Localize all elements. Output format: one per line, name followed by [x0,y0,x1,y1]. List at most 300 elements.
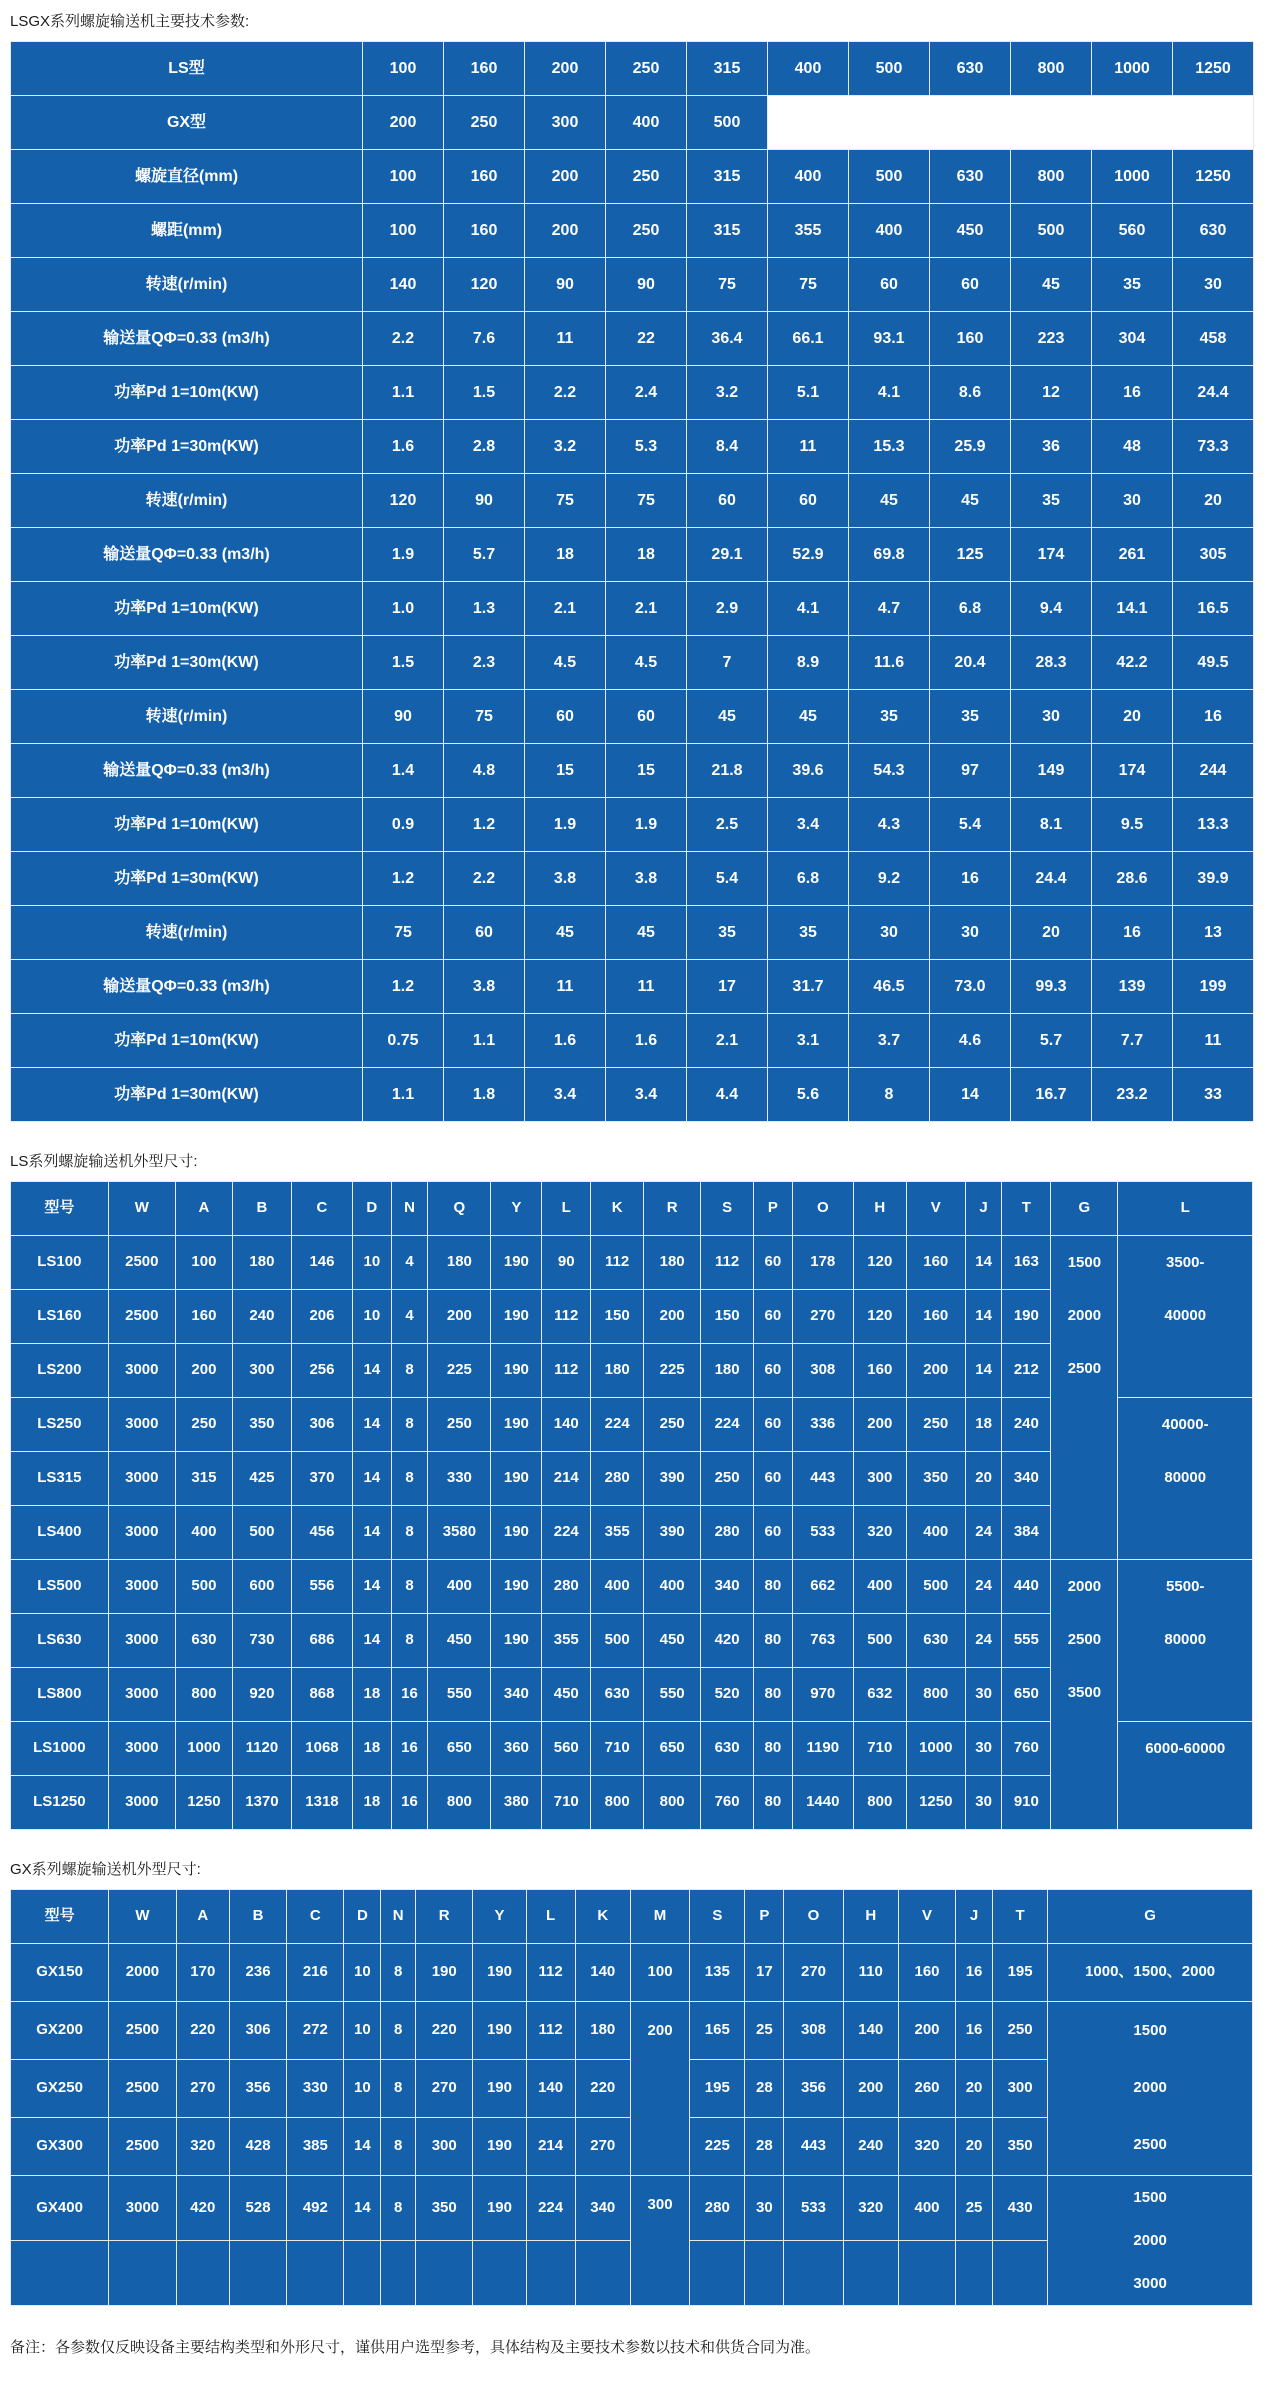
param-value-cell: 52.9 [768,528,849,582]
param-value-cell: 23.2 [1092,1068,1173,1122]
param-value-cell: 8.1 [1011,798,1092,852]
dim-value-cell: 190 [491,1452,542,1506]
dim-value-cell: 1250 [175,1776,232,1830]
param-value-cell: 2.1 [606,582,687,636]
dim-value-cell: 60 [754,1290,793,1344]
gx-dimensions-body [11,1944,1253,2306]
column-header: H [853,1182,906,1236]
gx-dimensions-title: GX系列螺旋输送机外型尺寸: [10,1861,201,1878]
dim-value-cell: 350 [906,1452,965,1506]
param-row-label: 转速(r/min) [11,258,363,312]
dim-value-cell: 170 [176,1944,229,2002]
column-header: Y [473,1890,526,1944]
param-value-cell: 1250 [1173,42,1254,96]
param-value-cell: 4.6 [930,1014,1011,1068]
dim-value-cell: 306 [229,2002,286,2060]
dim-value-cell [745,2241,784,2306]
dim-value-cell [690,2241,745,2306]
column-header: 型号 [11,1182,109,1236]
column-header: C [291,1182,352,1236]
dim-value-cell: 650 [428,1722,491,1776]
column-header: L [542,1182,591,1236]
dim-value-cell: 200 [898,2002,955,2060]
param-value-cell: 1.6 [606,1014,687,1068]
param-value-cell: 35 [687,906,768,960]
param-value-cell: 500 [687,96,768,150]
param-value-cell: 400 [768,42,849,96]
dim-value-cell: 8 [381,1944,416,2002]
ls-dimensions-title: LS系列螺旋输送机外型尺寸: [10,1153,198,1170]
dim-value-cell: 224 [591,1398,644,1452]
param-value-cell: 400 [849,204,930,258]
dim-value-cell: 190 [416,1944,473,2002]
dim-value-cell: 760 [701,1776,754,1830]
param-value-cell: 1.9 [525,798,606,852]
dim-value-cell: 8 [391,1398,428,1452]
param-value-cell: 15.3 [849,420,930,474]
dim-value-cell: 220 [416,2002,473,2060]
model-cell: GX200 [11,2002,109,2060]
param-value-cell: 49.5 [1173,636,1254,690]
ls-dimensions-table [10,1181,1253,1830]
param-value-cell: 5.4 [687,852,768,906]
g-range-cell: 1500 2000 2500 [1048,2002,1253,2176]
model-cell: LS800 [11,1668,109,1722]
dim-value-cell: 190 [491,1560,542,1614]
dim-value-cell: 190 [491,1236,542,1290]
dim-value-cell: 212 [1002,1344,1051,1398]
param-value-cell: 17 [687,960,768,1014]
dim-value-cell: 112 [542,1290,591,1344]
param-value-cell: 1.9 [363,528,444,582]
column-header: A [175,1182,232,1236]
dim-value-cell: 300 [992,2060,1047,2118]
dim-value-cell: 200 [175,1344,232,1398]
param-value-cell: 11 [768,420,849,474]
param-value-cell: 20 [1092,690,1173,744]
dim-value-cell: 370 [291,1452,352,1506]
dim-value-cell: 340 [701,1560,754,1614]
dim-value-cell: 10 [353,1236,392,1290]
dim-value-cell: 308 [784,2002,843,2060]
param-value-cell: 16.5 [1173,582,1254,636]
dim-value-cell: 1068 [291,1722,352,1776]
param-value-cell: 13 [1173,906,1254,960]
param-value-cell: 3.7 [849,1014,930,1068]
dim-value-cell: 662 [792,1560,853,1614]
length-range-cell: 40000- 80000 [1118,1398,1253,1560]
dim-value-cell: 10 [344,2002,381,2060]
dim-value-cell: 14 [353,1506,392,1560]
dim-value-cell: 140 [526,2060,575,2118]
dim-value-cell: 760 [1002,1722,1051,1776]
param-value-cell: 90 [444,474,525,528]
param-value-cell: 9.2 [849,852,930,906]
dim-value-cell: 250 [701,1452,754,1506]
dim-value-cell: 8 [381,2002,416,2060]
dim-value-cell [109,2241,177,2306]
param-value-cell: 3.8 [525,852,606,906]
dim-value-cell: 250 [906,1398,965,1452]
param-value-cell: 18 [525,528,606,582]
param-value-cell: 800 [1011,42,1092,96]
m-value-cell: 300 [630,2176,689,2306]
dim-value-cell: 200 [843,2060,898,2118]
param-value-cell: 1250 [1173,150,1254,204]
dim-value-cell: 356 [784,2060,843,2118]
param-row-label: 功率Pd 1=30m(KW) [11,420,363,474]
dim-value-cell: 14 [353,1452,392,1506]
dim-value-cell: 18 [353,1722,392,1776]
model-cell [11,2241,109,2306]
dim-value-cell: 60 [754,1506,793,1560]
dim-value-cell: 190 [473,2060,526,2118]
param-value-cell: 90 [606,258,687,312]
param-row [11,1014,1254,1068]
dim-value-cell: 1190 [792,1722,853,1776]
dim-value-cell: 18 [965,1398,1002,1452]
dim-value-cell: 146 [291,1236,352,1290]
dim-value-cell: 110 [843,1944,898,2002]
dim-value-cell: 320 [176,2118,229,2176]
dim-value-cell: 443 [792,1452,853,1506]
param-value-cell: 630 [1173,204,1254,258]
column-header: K [575,1890,630,1944]
param-value-cell: 500 [849,42,930,96]
param-value-cell: 48 [1092,420,1173,474]
param-value-cell: 1.6 [363,420,444,474]
param-value-cell: 250 [606,204,687,258]
column-header: H [843,1890,898,1944]
param-value-cell: 16 [930,852,1011,906]
dim-value-cell [176,2241,229,2306]
param-value-cell: 20 [1173,474,1254,528]
dim-value-cell: 400 [175,1506,232,1560]
param-row-label: 转速(r/min) [11,906,363,960]
column-header: V [906,1182,965,1236]
param-value-cell: 174 [1011,528,1092,582]
model-cell: GX400 [11,2176,109,2241]
dim-value-cell: 428 [229,2118,286,2176]
dim-value-cell: 200 [644,1290,701,1344]
dim-value-cell: 190 [491,1344,542,1398]
param-value-cell: 250 [606,150,687,204]
dim-value-cell: 112 [701,1236,754,1290]
dim-value-cell: 340 [575,2176,630,2241]
dim-value-cell: 80 [754,1722,793,1776]
dim-value-cell: 225 [428,1344,491,1398]
param-value-cell: 8.6 [930,366,1011,420]
dim-value-cell: 390 [644,1506,701,1560]
dim-value-cell: 1000 [906,1722,965,1776]
param-value-cell: 2.1 [525,582,606,636]
dim-value-cell: 28 [745,2118,784,2176]
param-value-cell: 33 [1173,1068,1254,1122]
ls-dimensions-body [11,1236,1253,1830]
param-value-cell: 400 [606,96,687,150]
param-value-cell: 90 [525,258,606,312]
dim-value-cell: 355 [591,1506,644,1560]
column-header: G [1051,1182,1118,1236]
column-header: S [690,1890,745,1944]
dim-value-cell: 250 [428,1398,491,1452]
dim-value-cell: 1318 [291,1776,352,1830]
dim-value-cell: 190 [473,2002,526,2060]
dim-value-cell: 800 [591,1776,644,1830]
column-header: T [992,1890,1047,1944]
dim-value-cell: 2500 [108,1236,175,1290]
dim-value-cell [344,2241,381,2306]
table-row [11,1236,1253,1290]
param-row-label: 转速(r/min) [11,474,363,528]
dim-value-cell: 3000 [108,1560,175,1614]
param-value-cell: 2.2 [444,852,525,906]
param-value-cell: 2.9 [687,582,768,636]
dim-value-cell: 800 [428,1776,491,1830]
dim-value-cell: 320 [898,2118,955,2176]
param-value-cell: 2.8 [444,420,525,474]
param-row-label: 输送量QΦ=0.33 (m3/h) [11,312,363,366]
dim-value-cell: 190 [491,1398,542,1452]
param-value-cell: 20 [1011,906,1092,960]
dim-value-cell: 14 [353,1614,392,1668]
param-value-cell: 60 [930,258,1011,312]
dim-value-cell: 533 [784,2176,843,2241]
param-value-cell: 29.1 [687,528,768,582]
param-value-cell: 75 [363,906,444,960]
dim-value-cell: 16 [956,1944,993,2002]
dim-value-cell: 160 [906,1236,965,1290]
param-value-cell: 400 [768,150,849,204]
param-value-cell: 200 [363,96,444,150]
param-value-cell: 60 [444,906,525,960]
dim-value-cell: 800 [853,1776,906,1830]
dim-value-cell: 14 [353,1398,392,1452]
dim-value-cell: 14 [344,2176,381,2241]
dim-value-cell: 280 [542,1560,591,1614]
param-value-cell: 2.2 [363,312,444,366]
dim-value-cell: 1000 [175,1722,232,1776]
dim-value-cell: 425 [232,1452,291,1506]
column-header: P [754,1182,793,1236]
param-value-cell: 199 [1173,960,1254,1014]
param-value-cell: 30 [930,906,1011,960]
dim-value-cell: 60 [754,1452,793,1506]
model-cell: LS315 [11,1452,109,1506]
dim-value-cell: 270 [416,2060,473,2118]
column-header: B [232,1182,291,1236]
param-value-cell: 36.4 [687,312,768,366]
column-header: C [287,1890,344,1944]
dim-value-cell: 14 [353,1344,392,1398]
dim-value-cell: 8 [381,2060,416,2118]
param-row-label: 功率Pd 1=10m(KW) [11,1014,363,1068]
param-value-cell: 140 [363,258,444,312]
param-value-cell: 75 [606,474,687,528]
param-value-cell: 315 [687,42,768,96]
dim-value-cell: 220 [176,2002,229,2060]
dim-value-cell: 350 [416,2176,473,2241]
param-value-cell: 1.5 [444,366,525,420]
column-header: W [109,1890,177,1944]
dim-value-cell: 216 [287,1944,344,2002]
dim-value-cell: 630 [701,1722,754,1776]
dim-value-cell: 8 [381,2118,416,2176]
dim-value-cell: 306 [291,1398,352,1452]
param-row [11,150,1254,204]
lsgx-params-title: LSGX系列螺旋输送机主要技术参数: [10,13,250,30]
dim-value-cell: 492 [287,2176,344,2241]
dim-value-cell [473,2241,526,2306]
g-range-cell: 1000、1500、2000 [1048,1944,1253,2002]
dim-value-cell: 200 [853,1398,906,1452]
param-value-cell: 315 [687,204,768,258]
dim-value-cell: 28 [745,2060,784,2118]
dim-value-cell: 686 [291,1614,352,1668]
dim-value-cell: 632 [853,1668,906,1722]
dim-value-cell: 270 [784,1944,843,2002]
dim-value-cell: 500 [175,1560,232,1614]
dim-value-cell: 10 [344,1944,381,2002]
model-cell: GX150 [11,1944,109,2002]
dim-value-cell: 272 [287,2002,344,2060]
dim-value-cell [898,2241,955,2306]
dim-value-cell: 350 [232,1398,291,1452]
param-value-cell: 73.0 [930,960,1011,1014]
dim-value-cell: 385 [287,2118,344,2176]
dim-value-cell: 630 [591,1668,644,1722]
param-row [11,312,1254,366]
column-header: P [745,1890,784,1944]
param-value-cell: 16.7 [1011,1068,1092,1122]
param-value-cell: 3.2 [687,366,768,420]
dim-value-cell: 380 [491,1776,542,1830]
dim-value-cell: 60 [754,1236,793,1290]
param-value-cell: 0.75 [363,1014,444,1068]
dim-value-cell: 14 [965,1236,1002,1290]
dim-value-cell: 178 [792,1236,853,1290]
param-value-cell: 11 [525,960,606,1014]
param-value-cell: 3.4 [768,798,849,852]
dim-value-cell: 2500 [108,1290,175,1344]
model-cell: LS1250 [11,1776,109,1830]
model-cell: GX300 [11,2118,109,2176]
column-header: B [229,1890,286,1944]
dim-value-cell: 24 [965,1560,1002,1614]
footnote: 备注：各参数仅反映设备主要结构类型和外形尺寸，谨供用户选型参考，具体结构及主要技术参数以技术和供货合同为准。 [10,2339,821,2356]
dim-value-cell: 320 [853,1506,906,1560]
column-header: S [701,1182,754,1236]
column-header: R [644,1182,701,1236]
param-value-cell: 39.9 [1173,852,1254,906]
param-value-cell: 18 [606,528,687,582]
dim-value-cell: 450 [644,1614,701,1668]
dim-value-cell: 60 [754,1398,793,1452]
param-row [11,1068,1254,1122]
dim-value-cell: 330 [287,2060,344,2118]
column-header: G [1048,1890,1253,1944]
table-row [11,2176,1253,2241]
gx-empty-region [768,96,1254,150]
column-header: T [1002,1182,1051,1236]
param-value-cell: 16 [1092,366,1173,420]
param-value-cell: 90 [363,690,444,744]
param-value-cell: 305 [1173,528,1254,582]
param-value-cell: 45 [606,906,687,960]
dim-value-cell: 224 [701,1398,754,1452]
dim-value-cell: 340 [1002,1452,1051,1506]
dim-value-cell: 14 [353,1560,392,1614]
dim-value-cell: 4 [391,1236,428,1290]
param-value-cell: 60 [768,474,849,528]
dim-value-cell: 500 [906,1560,965,1614]
dim-value-cell: 160 [898,1944,955,2002]
dim-value-cell: 160 [906,1290,965,1344]
dim-value-cell: 300 [232,1344,291,1398]
dim-value-cell: 360 [491,1722,542,1776]
column-header: R [416,1890,473,1944]
param-value-cell: 1.0 [363,582,444,636]
dim-value-cell: 8 [391,1452,428,1506]
param-value-cell: 458 [1173,312,1254,366]
dim-value-cell: 450 [542,1668,591,1722]
dim-value-cell: 80 [754,1776,793,1830]
dim-value-cell: 3580 [428,1506,491,1560]
param-value-cell: 2.2 [525,366,606,420]
param-value-cell: 1.2 [444,798,525,852]
dim-value-cell: 556 [291,1560,352,1614]
param-row [11,366,1254,420]
dim-value-cell: 20 [956,2118,993,2176]
param-value-cell: 2.4 [606,366,687,420]
dim-value-cell: 8 [381,2176,416,2241]
dim-value-cell: 10 [353,1290,392,1344]
dim-value-cell: 300 [416,2118,473,2176]
param-value-cell: 1.9 [606,798,687,852]
dim-value-cell: 3000 [108,1344,175,1398]
dim-value-cell: 730 [232,1614,291,1668]
param-value-cell: 60 [687,474,768,528]
dim-value-cell: 528 [229,2176,286,2241]
dim-value-cell: 25 [956,2176,993,2241]
param-value-cell: 5.7 [1011,1014,1092,1068]
dim-value-cell: 100 [175,1236,232,1290]
param-value-cell: 11 [525,312,606,366]
dim-value-cell: 3000 [108,1668,175,1722]
dim-value-cell: 500 [591,1614,644,1668]
dim-value-cell [287,2241,344,2306]
g-range-cell: 1500 2000 2500 [1051,1236,1118,1560]
dim-value-cell: 80 [754,1560,793,1614]
dim-value-cell: 533 [792,1506,853,1560]
param-value-cell: 28.6 [1092,852,1173,906]
dim-value-cell: 190 [491,1290,542,1344]
param-value-cell: 45 [768,690,849,744]
param-row [11,852,1254,906]
dim-value-cell: 90 [542,1236,591,1290]
length-range-cell: 6000-60000 [1118,1722,1253,1830]
m-value-cell: 100 [630,1944,689,2002]
dim-value-cell: 3000 [108,1776,175,1830]
dim-value-cell: 710 [542,1776,591,1830]
param-value-cell: 75 [687,258,768,312]
dim-value-cell: 214 [526,2118,575,2176]
dim-value-cell: 2500 [109,2118,177,2176]
dim-value-cell: 710 [591,1722,644,1776]
param-row-label: 功率Pd 1=30m(KW) [11,852,363,906]
param-value-cell: 120 [444,258,525,312]
dim-value-cell: 330 [428,1452,491,1506]
